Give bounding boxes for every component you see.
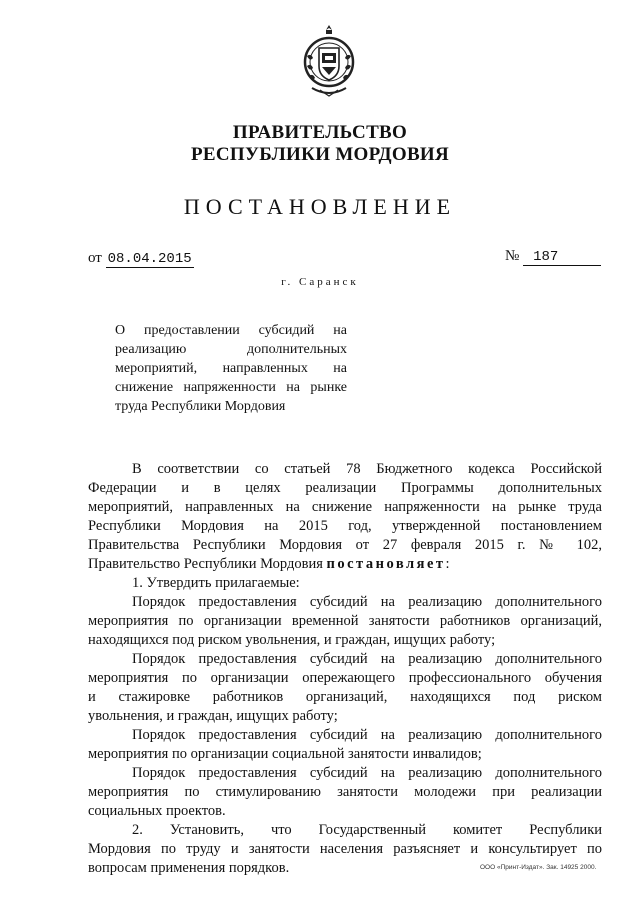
coat-of-arms-icon bbox=[298, 22, 360, 100]
date-prefix: от bbox=[88, 250, 102, 266]
document-body bbox=[88, 460, 602, 878]
body-line: социальных проектов. bbox=[88, 803, 226, 819]
body-line: мероприятия по организации временной занятости работников организаций, bbox=[88, 613, 602, 629]
body-line: Порядок предоставления субсидий на реализацию дополнительного bbox=[132, 765, 602, 781]
government-title bbox=[0, 122, 640, 166]
decree-colon: : bbox=[445, 556, 450, 572]
document-number bbox=[505, 248, 601, 266]
subject-line: мероприятий, направленных на bbox=[115, 361, 347, 376]
body-line: и стажировке работников организаций, находящихся под риском bbox=[88, 689, 602, 705]
body-line: Порядок предоставления субсидий на реализацию дополнительного bbox=[132, 651, 602, 667]
government-title-line1: ПРАВИТЕЛЬСТВО bbox=[232, 122, 408, 143]
body-line: мероприятия по организации социальной занятости инвалидов; bbox=[88, 746, 482, 762]
body-line: 1. Утвердить прилагаемые: bbox=[132, 575, 300, 591]
city: г. Саранск bbox=[281, 276, 359, 288]
number-value: 187 bbox=[523, 249, 601, 266]
intro-last-prefix: Правительство Республики Мордовия bbox=[88, 556, 323, 572]
decree-word: постановляет bbox=[326, 556, 446, 572]
printer-mark: ООО «Принт-Издат». Зак. 14925 2000. bbox=[480, 864, 597, 871]
document-date bbox=[88, 250, 194, 268]
subject-line: О предоставлении субсидий на bbox=[115, 323, 347, 338]
date-value: 08.04.2015 bbox=[107, 251, 192, 267]
intro-paragraph bbox=[88, 460, 602, 574]
subject-line: снижение напряженности на рынке bbox=[115, 380, 347, 395]
subject-line: труда Республики Мордовия bbox=[115, 399, 286, 414]
body-line: Мордовия по труду и занятости населения разъясняет и консультирует по bbox=[88, 841, 602, 857]
body-line: Порядок предоставления субсидий на реализацию дополнительного bbox=[132, 594, 602, 610]
procedure-1 bbox=[88, 593, 602, 650]
subject-line: реализацию дополнительных bbox=[115, 342, 347, 357]
document-type: ПОСТАНОВЛЕНИЕ bbox=[183, 194, 457, 219]
procedure-4 bbox=[88, 764, 602, 821]
body-line: мероприятий, направленных на снижение напряженности на рынке труда bbox=[88, 499, 602, 515]
body-line: мероприятия по стимулированию занятости молодежи при реализации bbox=[88, 784, 602, 800]
body-line bbox=[88, 555, 602, 574]
body-line: Федерации и в целях реализации Программы дополнительных bbox=[88, 480, 602, 496]
body-line: Республики Мордовия на 2015 год, утвержденной постановлением bbox=[88, 518, 602, 534]
body-line: находящихся под риском увольнения, и граждан, ищущих работу; bbox=[88, 632, 496, 648]
body-line: увольнения, и граждан, ищущих работу; bbox=[88, 708, 338, 724]
body-line: В соответствии со статьей 78 Бюджетного кодекса Российской bbox=[132, 461, 602, 477]
number-prefix: № bbox=[505, 248, 520, 264]
body-line: Порядок предоставления субсидий на реализацию дополнительного bbox=[132, 727, 602, 743]
body-line: мероприятия по организации опережающего профессионального обучения bbox=[88, 670, 602, 686]
body-line: 2. Установить, что Государственный комитет Республики bbox=[132, 822, 602, 838]
procedure-2 bbox=[88, 650, 602, 726]
government-title-line2: РЕСПУБЛИКИ МОРДОВИЯ bbox=[190, 144, 450, 165]
item-1 bbox=[88, 574, 602, 593]
body-line: Правительства Республики Мордовия от 27 февраля 2015 г. № 102, bbox=[88, 537, 602, 553]
procedure-3 bbox=[88, 726, 602, 764]
body-line: вопросам применения порядков. bbox=[88, 860, 290, 876]
document-subject bbox=[115, 321, 347, 416]
